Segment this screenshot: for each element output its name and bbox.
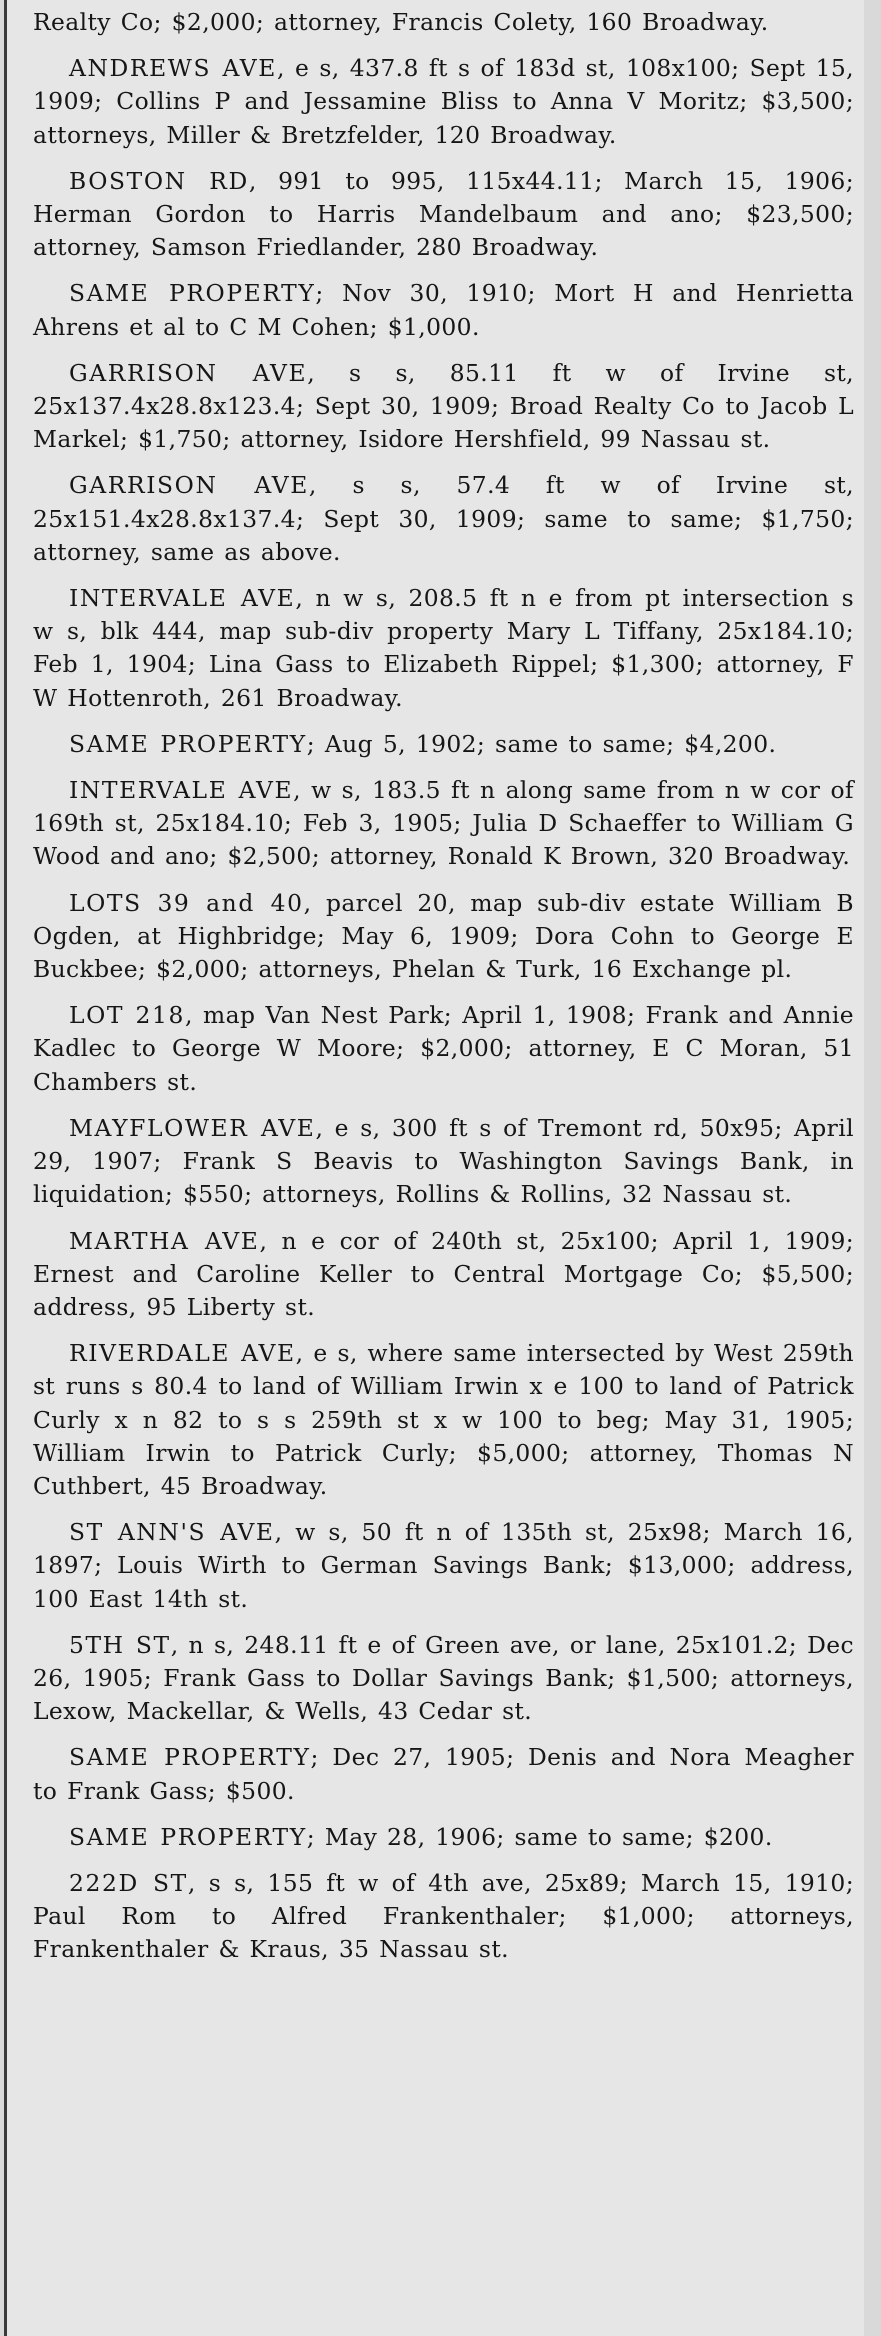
entry-heading: BOSTON RD (69, 166, 249, 195)
entry-text: ; Nov 30, 1910; Mort H and Henrietta Ahrens et al to C M Cohen; $1,000. (33, 279, 854, 341)
listing-entry (33, 774, 854, 874)
listing-entry (33, 728, 854, 761)
listing-entry (33, 1867, 854, 1967)
entry-text: , map Van Nest Park; April 1, 1908; Frank and Annie Kadlec to George W Moore; $2,000; attorney, E C Moran, 51 Chambers st. (33, 1001, 854, 1096)
entry-heading: ANDREWS AVE (69, 54, 277, 83)
listing-entry (33, 1741, 854, 1807)
entry-text: , n w s, 208.5 ft n e from pt intersection s w s, blk 444, map sub-div property Mary L Tiffany, 25x184.10; Feb 1, 1904; Lina Gass to Elizabeth Rippel; $1,300; attorney, F W Hottenroth, 261 Broadway. (33, 584, 854, 712)
entry-text: , w s, 50 ft n of 135th st, 25x98; March 16, 1897; Louis Wirth to German Savings Bank; $13,000; address, 100 East 14th st. (33, 1518, 855, 1613)
entry-text: ; May 28, 1906; same to same; $200. (306, 1822, 773, 1851)
entry-heading: RIVERDALE AVE (69, 1339, 296, 1368)
entry-heading: INTERVALE AVE (69, 584, 296, 613)
entry-heading: SAME PROPERTY (69, 729, 307, 758)
listing-entry (33, 1337, 854, 1503)
listing-entry (33, 6, 854, 39)
entry-text: , e s, 300 ft s of Tremont rd, 50x95; April 29, 1907; Frank S Beavis to Washington Savings Bank, in liquidation; $550; attorneys, Rollins & Rollins, 32 Nassau st. (33, 1113, 855, 1209)
entry-heading: GARRISON AVE (69, 358, 308, 387)
entry-heading: SAME PROPERTY (69, 1822, 307, 1851)
entry-text: , s s, 85.11 ft w of Irvine st, 25x137.4x28.8x123.4; Sept 30, 1909; Broad Realty Co to Jacob L Markel; $1,750; attorney, Isidore Hershfield, 99 Nassau st. (33, 358, 854, 454)
entry-heading: 222D ST (69, 1868, 188, 1897)
entry-heading: LOT 218 (69, 1001, 185, 1030)
listing-entry (33, 165, 854, 265)
listing-entry (33, 469, 854, 569)
entry-text: , 991 to 995, 115x44.11; March 15, 1906; Herman Gordon to Harris Mandelbaum and ano; $23,500; attorney, Samson Friedlander, 280 Broadway. (33, 166, 854, 262)
listing-entry (33, 357, 854, 457)
listing-entry (33, 1821, 854, 1854)
listing-entry (33, 277, 854, 343)
entry-text: , parcel 20, map sub-div estate William B Ogden, at Highbridge; May 6, 1909; Dora Cohn to George E Buckbee; $2,000; attorneys, Phelan & Turk, 16 Exchange pl. (33, 888, 854, 984)
entry-heading: INTERVALE AVE (69, 776, 294, 805)
entry-heading: MAYFLOWER AVE (69, 1113, 316, 1142)
listing-entry (33, 52, 854, 152)
entry-heading: 5TH ST (69, 1630, 171, 1659)
entry-text: ; Aug 5, 1902; same to same; $4,200. (306, 729, 777, 758)
entry-heading: LOTS 39 and 40 (69, 888, 304, 917)
listing-entry (33, 1629, 854, 1729)
entry-heading: ST ANN'S AVE (69, 1518, 275, 1547)
entry-text: , e s, where same intersected by West 259th st runs s 80.4 to land of William Irwin x e 100 to land of Patrick Curly x n 82 to s s 259th st x w 100 to beg; May 31, 1905; William Irwin to Patrick Curly; $5,000; attorney, Thomas N Cuthbert, 45 Broadway. (33, 1339, 854, 1500)
entry-heading: GARRISON AVE (69, 471, 309, 500)
entry-text: , s s, 155 ft w of 4th ave, 25x89; March 15, 1910; Paul Rom to Alfred Frankenthaler; $1,000; attorneys, Frankenthaler & Kraus, 35 Nassau st. (33, 1868, 854, 1964)
entry-text: , e s, 437.8 ft s of 183d st, 108x100; Sept 15, 1909; Collins P and Jessamine Bliss to Anna V Moritz; $3,500; attorneys, Miller & Bretzfelder, 120 Broadway. (33, 54, 855, 149)
entry-heading: SAME PROPERTY (69, 1743, 311, 1772)
listing-entry (33, 1112, 854, 1212)
newspaper-column (4, 0, 864, 2336)
entry-text: , w s, 183.5 ft n along same from n w cor of 169th st, 25x184.10; Feb 3, 1905; Julia D Schaeffer to William G Wood and ano; $2,500; attorney, Ronald K Brown, 320 Broadway. (33, 776, 854, 871)
listing-entry (33, 887, 854, 987)
listing-entry (33, 1225, 854, 1325)
entry-text: , n s, 248.11 ft e of Green ave, or lane, 25x101.2; Dec 26, 1905; Frank Gass to Dollar Savings Bank; $1,500; attorneys, Lexow, Mackellar, & Wells, 43 Cedar st. (33, 1630, 854, 1726)
entry-text: , n e cor of 240th st, 25x100; April 1, 1909; Ernest and Caroline Keller to Central Mortgage Co; $5,500; address, 95 Liberty st. (33, 1226, 855, 1321)
listing-entry (33, 999, 854, 1099)
listing-entry (33, 1516, 854, 1616)
entry-heading: SAME PROPERTY (69, 279, 316, 308)
listing-entry (33, 582, 854, 715)
entry-text: ; Dec 27, 1905; Denis and Nora Meagher to Frank Gass; $500. (33, 1743, 854, 1805)
entry-text: , s s, 57.4 ft w of Irvine st, 25x151.4x28.8x137.4; Sept 30, 1909; same to same; $1,750; attorney, same as above. (33, 471, 854, 566)
entry-text: Realty Co; $2,000; attorney, Francis Colety, 160 Broadway. (33, 8, 769, 36)
entry-heading: MARTHA AVE (69, 1226, 260, 1255)
